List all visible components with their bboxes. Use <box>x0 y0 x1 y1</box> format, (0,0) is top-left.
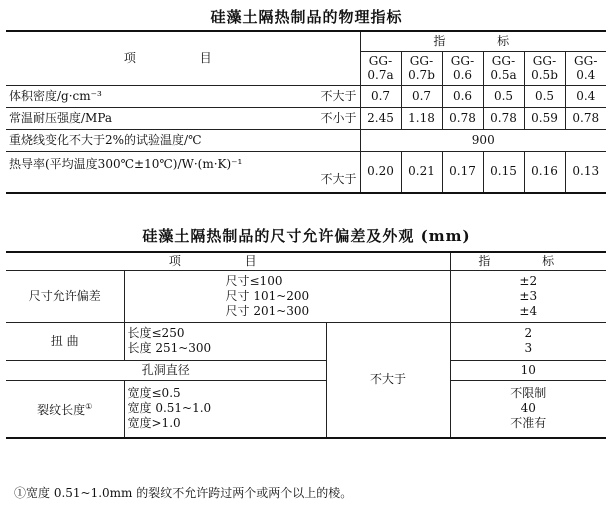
value-cell: 0.15 <box>483 151 524 193</box>
list-item: 宽度≤0.5 <box>127 386 181 401</box>
value-cell: 0.4 <box>565 85 606 107</box>
list-item: 尺寸 101~200 <box>225 288 310 303</box>
item-list <box>124 322 326 360</box>
item-list <box>124 270 450 322</box>
value-cell: 0.78 <box>442 107 483 129</box>
value-cell: 0.21 <box>401 151 442 193</box>
header-item: 项 目 <box>6 252 450 270</box>
property-cell: 体积密度/g·cm⁻³ 不大于 <box>6 85 360 107</box>
list-item: 尺寸 201~300 <box>225 303 310 318</box>
value-cell: 0.20 <box>360 151 401 193</box>
table2-title: 硅藻土隔热制品的尺寸允许偏差及外观 (mm) <box>142 227 471 245</box>
table-row <box>6 129 606 151</box>
value-cell: 0.6 <box>442 85 483 107</box>
value-cell: 0.5 <box>483 85 524 107</box>
hole-label: 孔洞直径 <box>6 360 326 380</box>
group-label: 尺寸允许偏差 <box>6 270 124 322</box>
property-cell: 重烧线变化不大于2%的试验温度/℃ <box>6 129 360 151</box>
value-cell: 10 <box>450 360 606 380</box>
list-item: 长度≤250 <box>127 326 185 340</box>
physical-index-table <box>6 30 606 194</box>
table-row <box>6 270 606 322</box>
value-cell: 0.7 <box>401 85 442 107</box>
footnote-mark: ① <box>85 402 93 412</box>
grade-code: GG- 0.7a <box>360 51 401 85</box>
footnote: ①宽度 0.51~1.0mm 的裂纹不允许跨过两个或两个以上的棱。 <box>14 486 353 500</box>
header-index: 指 标 <box>450 252 606 270</box>
value-list: 不限制 40 不准有 <box>450 380 606 438</box>
value-list: 2 3 <box>450 322 606 360</box>
value-cell: 0.13 <box>565 151 606 193</box>
table-row <box>6 380 606 438</box>
group-label: 扭 曲 <box>6 322 124 360</box>
list-item: 宽度 0.51~1.0 <box>127 401 212 416</box>
list-item: 尺寸≤100 <box>225 273 283 288</box>
grade-code: GG- 0.6 <box>442 51 483 85</box>
header-item: 项 目 <box>6 31 360 85</box>
grade-code: GG- 0.4 <box>565 51 606 85</box>
value-cell: 0.59 <box>524 107 565 129</box>
not-greater-cell: 不大于 <box>326 322 450 438</box>
value-cell: 0.78 <box>565 107 606 129</box>
value-cell: 0.16 <box>524 151 565 193</box>
value-cell: 0.17 <box>442 151 483 193</box>
property-cell: 常温耐压强度/MPa 不小于 <box>6 107 360 129</box>
list-item: 宽度>1.0 <box>127 416 181 431</box>
table-row <box>6 85 606 107</box>
value-cell: 1.18 <box>401 107 442 129</box>
grade-code: GG- 0.7b <box>401 51 442 85</box>
value-cell: 0.78 <box>483 107 524 129</box>
table-row <box>6 107 606 129</box>
table-row <box>6 151 606 193</box>
value-cell: 0.5 <box>524 85 565 107</box>
table-row <box>6 322 606 360</box>
table1-title: 硅藻土隔热制品的物理指标 <box>210 8 403 26</box>
item-list <box>124 380 326 438</box>
grade-code: GG- 0.5a <box>483 51 524 85</box>
value-cell: 2.45 <box>360 107 401 129</box>
property-cell: 热导率(平均温度300℃±10℃)/W·(m·K)⁻¹ 不大于 <box>6 151 360 193</box>
header-index: 指 标 <box>360 31 606 51</box>
size-deviation-table <box>6 251 606 439</box>
value-cell: 0.7 <box>360 85 401 107</box>
grade-code: GG- 0.5b <box>524 51 565 85</box>
table-row <box>6 360 606 380</box>
merged-value-cell: 900 <box>360 129 606 151</box>
group-label: 裂纹长度① <box>6 380 124 438</box>
value-list: ±2 ±3 ±4 <box>450 270 606 322</box>
list-item: 长度 251~300 <box>127 341 212 355</box>
